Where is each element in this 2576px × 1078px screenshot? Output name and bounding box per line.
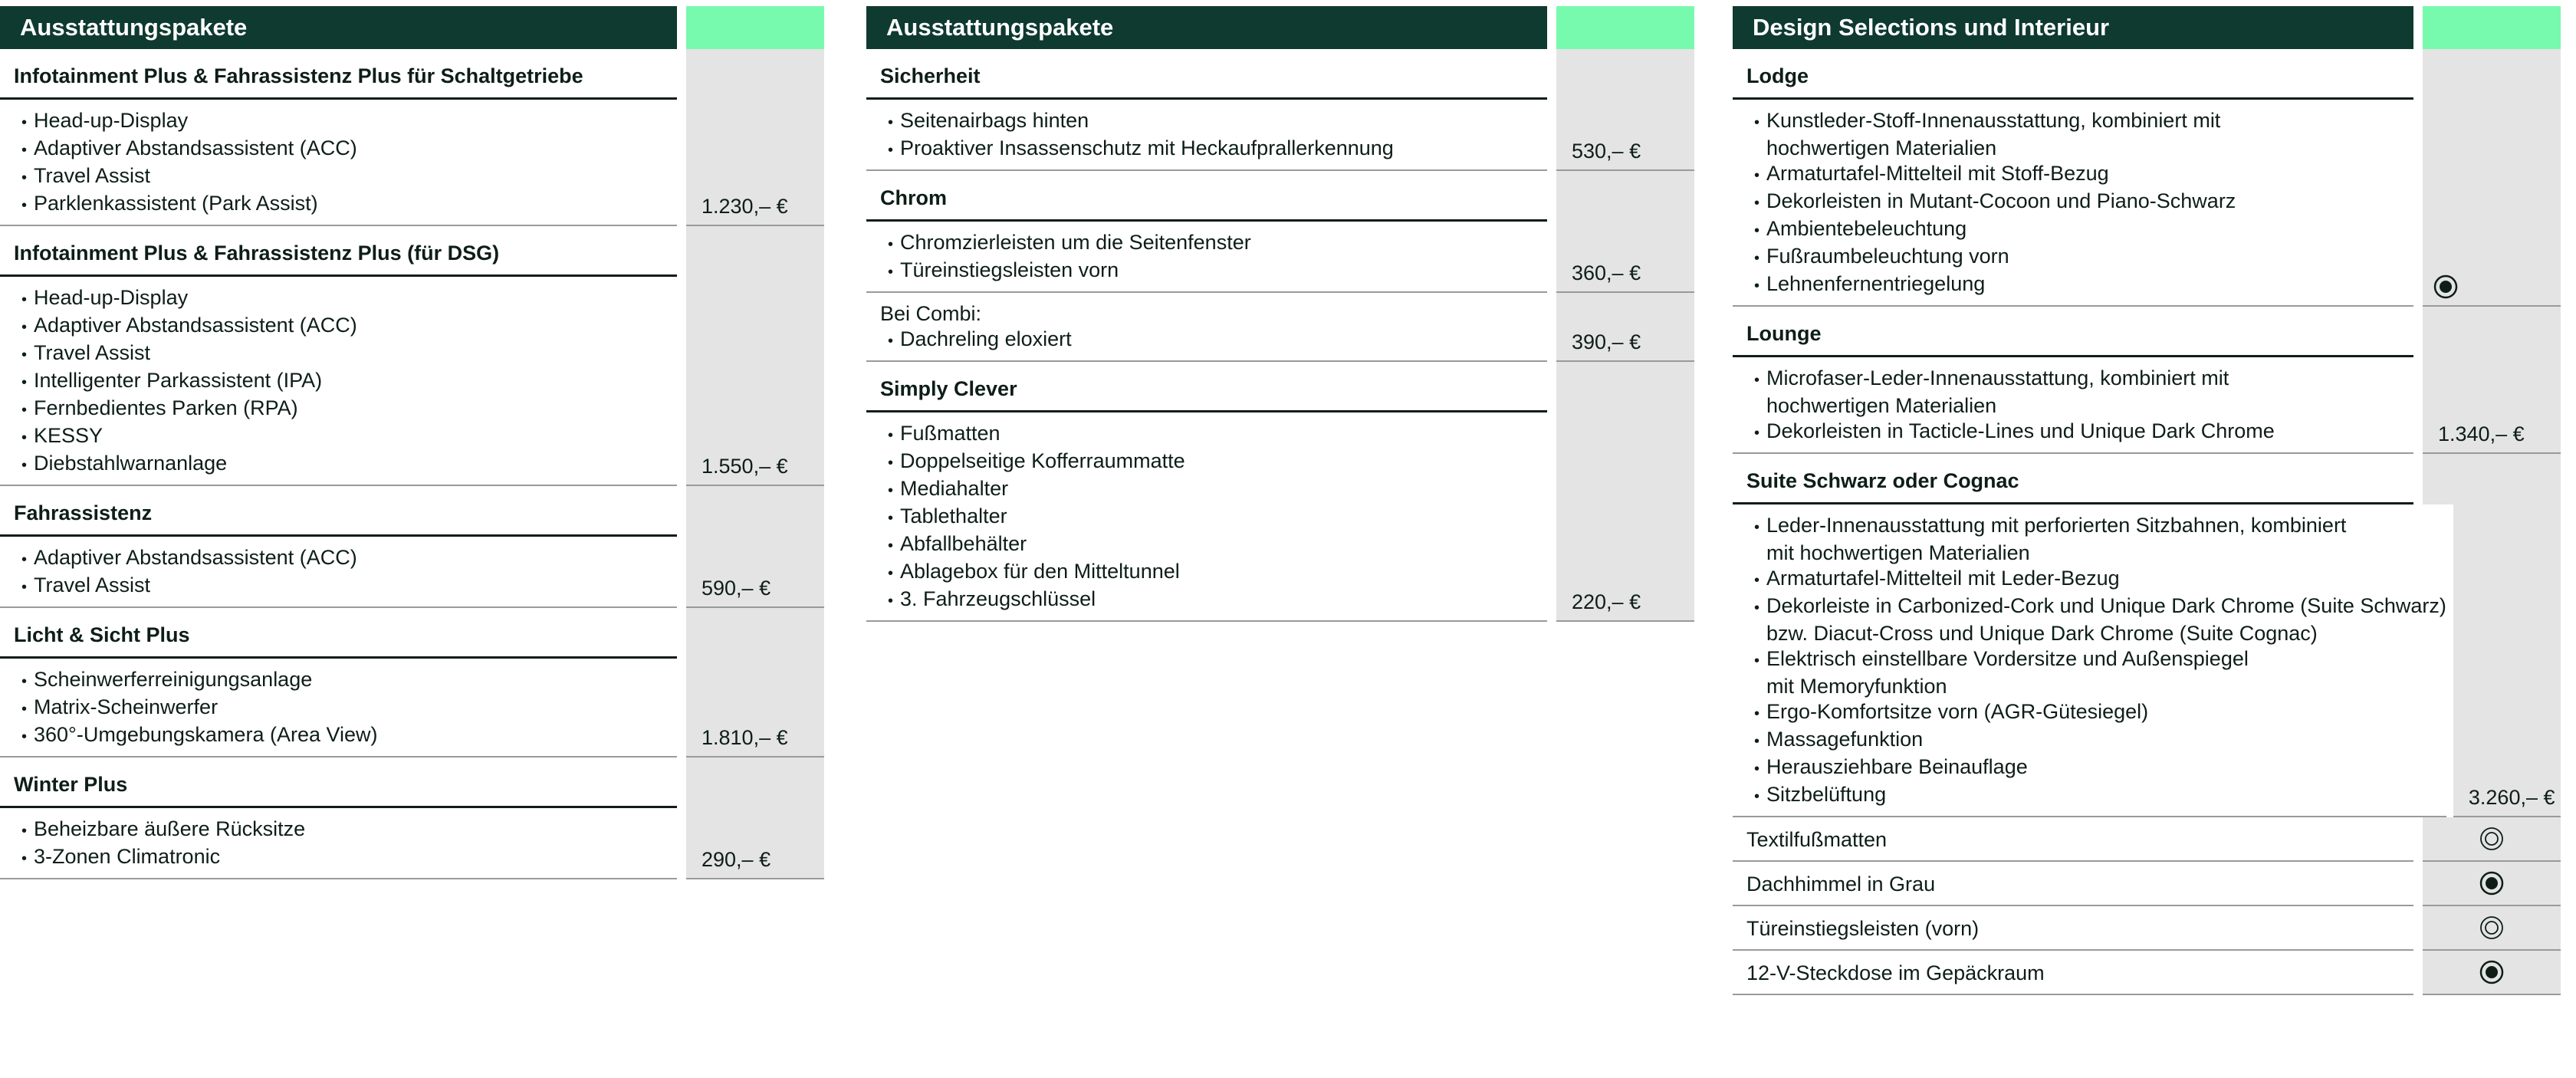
list-text: mit hochwertigen Materialien xyxy=(1766,541,2030,564)
price-column-cell xyxy=(2423,49,2561,100)
list-item: • Sitzbelüftung xyxy=(1746,782,2446,810)
list-item: • Adaptiver Abstandsassistent (ACC) xyxy=(14,313,677,340)
option-symbol-cell xyxy=(2423,951,2561,995)
list-item: • Ambientebeleuchtung xyxy=(1746,216,2413,244)
header-accent-block xyxy=(2423,6,2561,49)
price-value: 290,– € xyxy=(702,848,771,871)
column-header xyxy=(866,6,1694,49)
list-item: • Fernbedientes Parken (RPA) xyxy=(14,396,677,423)
section-title-row xyxy=(1733,49,2561,100)
list-item: • Dekorleisten in Tacticle-Lines und Unique Dark Chrome xyxy=(1746,419,2413,446)
list-item: • Seitenairbags hinten xyxy=(880,108,1547,136)
item-list xyxy=(866,293,1547,362)
item-group-row xyxy=(866,293,1694,362)
list-item: • Diebstahlwarnanlage xyxy=(14,451,677,478)
item-list xyxy=(0,659,677,758)
list-item: • Massagefunktion xyxy=(1746,727,2446,754)
list-text: bzw. Diacut-Cross und Unique Dark Chrome (Suite Cognac) xyxy=(1766,622,2318,645)
list-item: • 3-Zonen Climatronic xyxy=(14,844,677,872)
item-group-row xyxy=(0,537,824,608)
list-item: • Ergo-Komfortsitze vorn (AGR-Gütesiegel) xyxy=(1746,699,2446,727)
price-cell xyxy=(1556,412,1694,622)
list-text: mit Memoryfunktion xyxy=(1766,675,1947,698)
item-list xyxy=(0,537,677,608)
price-value: 1.550,– € xyxy=(702,455,788,478)
standard-icon xyxy=(2479,960,2504,984)
option-symbol-cell xyxy=(2423,817,2561,862)
option-label: Türeinstiegsleisten (vorn) xyxy=(1733,906,2413,951)
column-header-title: Ausstattungspakete xyxy=(866,6,1547,49)
item-list xyxy=(866,412,1547,622)
list-item: • Fußraumbeleuchtung vorn xyxy=(1746,244,2413,271)
section-title: Simply Clever xyxy=(866,362,1547,412)
item-group-row xyxy=(0,100,824,226)
list-item: • Chromzierleisten um die Seitenfenster xyxy=(880,230,1547,258)
list-item: • Kunstleder-Stoff-Innenausstattung, kombiniert mit xyxy=(1746,108,2413,136)
list-item: • Tablethalter xyxy=(880,504,1547,531)
standard-icon xyxy=(2433,274,2458,299)
price-value: 530,– € xyxy=(1572,140,1641,163)
list-item: • 360°-Umgebungskamera (Area View) xyxy=(14,722,677,750)
item-group-row xyxy=(866,100,1694,171)
section-title: Lodge xyxy=(1733,49,2413,100)
price-value: 390,– € xyxy=(1572,330,1641,353)
section-title: Fahrassistenz xyxy=(0,486,677,537)
list-item: • Doppelseitige Kofferraummatte xyxy=(880,449,1547,476)
price-cell xyxy=(686,277,824,486)
item-group-row xyxy=(866,412,1694,622)
column-packages-2 xyxy=(866,6,1694,622)
price-column-cell xyxy=(686,608,824,659)
price-cell xyxy=(1556,222,1694,293)
item-list xyxy=(0,100,677,226)
list-item: • Fußmatten xyxy=(880,421,1547,449)
column-header xyxy=(0,6,824,49)
price-value: 1.230,– € xyxy=(702,195,788,218)
list-item: • Mediahalter xyxy=(880,476,1547,504)
option-symbol-cell xyxy=(2423,862,2561,906)
price-column-cell xyxy=(686,486,824,537)
option-row xyxy=(1733,862,2561,906)
section-title-row xyxy=(1733,307,2561,357)
item-list xyxy=(1733,100,2413,307)
list-text: hochwertigen Materialien xyxy=(1766,136,1997,159)
price-value: 220,– € xyxy=(1572,590,1641,613)
column-design-selections xyxy=(1733,6,2561,995)
column-header-title: Ausstattungspakete xyxy=(0,6,677,49)
item-group-row xyxy=(0,808,824,879)
price-value: 3.260,– € xyxy=(2468,786,2555,809)
list-item: • Dekorleiste in Carbonized-Cork und Unique Dark Chrome (Suite Schwarz) xyxy=(1746,593,2446,621)
list-item: • Proaktiver Insassenschutz mit Heckaufprallerkennung xyxy=(880,136,1547,163)
list-item: • Travel Assist xyxy=(14,340,677,368)
list-item: • Travel Assist xyxy=(14,163,677,191)
section-title-row xyxy=(0,226,824,277)
item-group-row xyxy=(1733,100,2561,307)
section-title: Chrom xyxy=(866,171,1547,222)
price-cell xyxy=(686,100,824,226)
section-title: Winter Plus xyxy=(0,758,677,808)
item-list xyxy=(0,277,677,486)
price-value: 590,– € xyxy=(702,577,771,600)
list-item: • Adaptiver Abstandsassistent (ACC) xyxy=(14,545,677,573)
header-accent-block xyxy=(1556,6,1694,49)
list-item: • Travel Assist xyxy=(14,573,677,600)
list-item: • Parklenkassistent (Park Assist) xyxy=(14,191,677,219)
price-column-cell xyxy=(686,226,824,277)
option-label: Textilfußmatten xyxy=(1733,817,2413,862)
price-cell xyxy=(686,808,824,879)
list-item: • Head-up-Display xyxy=(14,108,677,136)
list-item: • Dachreling eloxiert xyxy=(880,327,1547,354)
section-title-row xyxy=(866,171,1694,222)
list-item: • Matrix-Scheinwerfer xyxy=(14,695,677,722)
list-item: • Türeinstiegsleisten vorn xyxy=(880,258,1547,285)
list-item: • Microfaser-Leder-Innenausstattung, kombiniert mit xyxy=(1746,366,2413,393)
price-cell xyxy=(686,659,824,758)
price-value: 1.810,– € xyxy=(702,726,788,749)
list-item: • Lehnenfernentriegelung xyxy=(1746,271,2413,299)
item-list xyxy=(866,100,1547,171)
item-group-row xyxy=(1733,357,2561,454)
list-item: • Leder-Innenausstattung mit perforierten Sitzbahnen, kombiniert xyxy=(1746,513,2446,541)
price-column-cell xyxy=(2423,307,2561,357)
section-title-row xyxy=(0,758,824,808)
column-packages-1 xyxy=(0,6,824,879)
standard-icon xyxy=(2479,871,2504,896)
column-header xyxy=(1733,6,2561,49)
option-row xyxy=(1733,906,2561,951)
section-title-row xyxy=(1733,454,2561,504)
item-group-row xyxy=(0,659,824,758)
price-cell xyxy=(2423,100,2561,307)
section-title-row xyxy=(866,362,1694,412)
list-text: Bei Combi: xyxy=(880,302,982,325)
column-header-title: Design Selections und Interieur xyxy=(1733,6,2413,49)
list-item: • Armaturtafel-Mittelteil mit Leder-Bezug xyxy=(1746,566,2446,593)
list-text: hochwertigen Materialien xyxy=(1766,394,1997,417)
list-item: • Dekorleisten in Mutant-Cocoon und Piano-Schwarz xyxy=(1746,189,2413,216)
section-title: Infotainment Plus & Fahrassistenz Plus (für DSG) xyxy=(0,226,677,277)
option-label: Dachhimmel in Grau xyxy=(1733,862,2413,906)
section-title-row xyxy=(866,49,1694,100)
option-symbol-cell xyxy=(2423,906,2561,951)
item-group-row xyxy=(866,222,1694,293)
list-item: • Abfallbehälter xyxy=(880,531,1547,559)
list-item: • Elektrisch einstellbare Vordersitze und Außenspiegel xyxy=(1746,646,2446,674)
item-group-row xyxy=(0,277,824,486)
section-title: Infotainment Plus & Fahrassistenz Plus für Schaltgetriebe xyxy=(0,49,677,100)
option-label: 12-V-Steckdose im Gepäckraum xyxy=(1733,951,2413,995)
optional-icon xyxy=(2479,915,2504,940)
list-item: • Beheizbare äußere Rücksitze xyxy=(14,817,677,844)
item-group-row xyxy=(1733,504,2561,817)
section-title: Licht & Sicht Plus xyxy=(0,608,677,659)
price-column-cell xyxy=(1556,171,1694,222)
price-cell xyxy=(686,537,824,608)
price-column-cell xyxy=(1556,49,1694,100)
item-list xyxy=(1733,357,2413,454)
price-column-cell xyxy=(686,758,824,808)
price-cell xyxy=(1556,293,1694,362)
section-title-row xyxy=(0,49,824,100)
list-item: • Herausziehbare Beinauflage xyxy=(1746,754,2446,782)
list-item: • KESSY xyxy=(14,423,677,451)
list-item: • 3. Fahrzeugschlüssel xyxy=(880,587,1547,614)
list-item: • Ablagebox für den Mitteltunnel xyxy=(880,559,1547,587)
section-title: Suite Schwarz oder Cognac xyxy=(1733,454,2413,504)
price-cell xyxy=(2453,504,2561,817)
price-column-cell xyxy=(1556,362,1694,412)
optional-icon xyxy=(2479,827,2504,851)
section-title: Lounge xyxy=(1733,307,2413,357)
section-title-row xyxy=(0,486,824,537)
option-row xyxy=(1733,817,2561,862)
price-value: 1.340,– € xyxy=(2438,422,2525,445)
item-list xyxy=(866,222,1547,293)
price-column-cell xyxy=(2423,454,2561,504)
list-item: • Scheinwerferreinigungsanlage xyxy=(14,667,677,695)
list-item: • Intelligenter Parkassistent (IPA) xyxy=(14,368,677,396)
price-cell xyxy=(1556,100,1694,171)
list-item: • Adaptiver Abstandsassistent (ACC) xyxy=(14,136,677,163)
section-title: Sicherheit xyxy=(866,49,1547,100)
item-list xyxy=(1733,504,2446,817)
section-title-row xyxy=(0,608,824,659)
item-list xyxy=(0,808,677,879)
price-cell xyxy=(2423,357,2561,454)
price-column-cell xyxy=(686,49,824,100)
header-accent-block xyxy=(686,6,824,49)
option-row xyxy=(1733,951,2561,995)
list-item: • Armaturtafel-Mittelteil mit Stoff-Bezug xyxy=(1746,161,2413,189)
list-item: • Head-up-Display xyxy=(14,285,677,313)
price-value: 360,– € xyxy=(1572,261,1641,284)
